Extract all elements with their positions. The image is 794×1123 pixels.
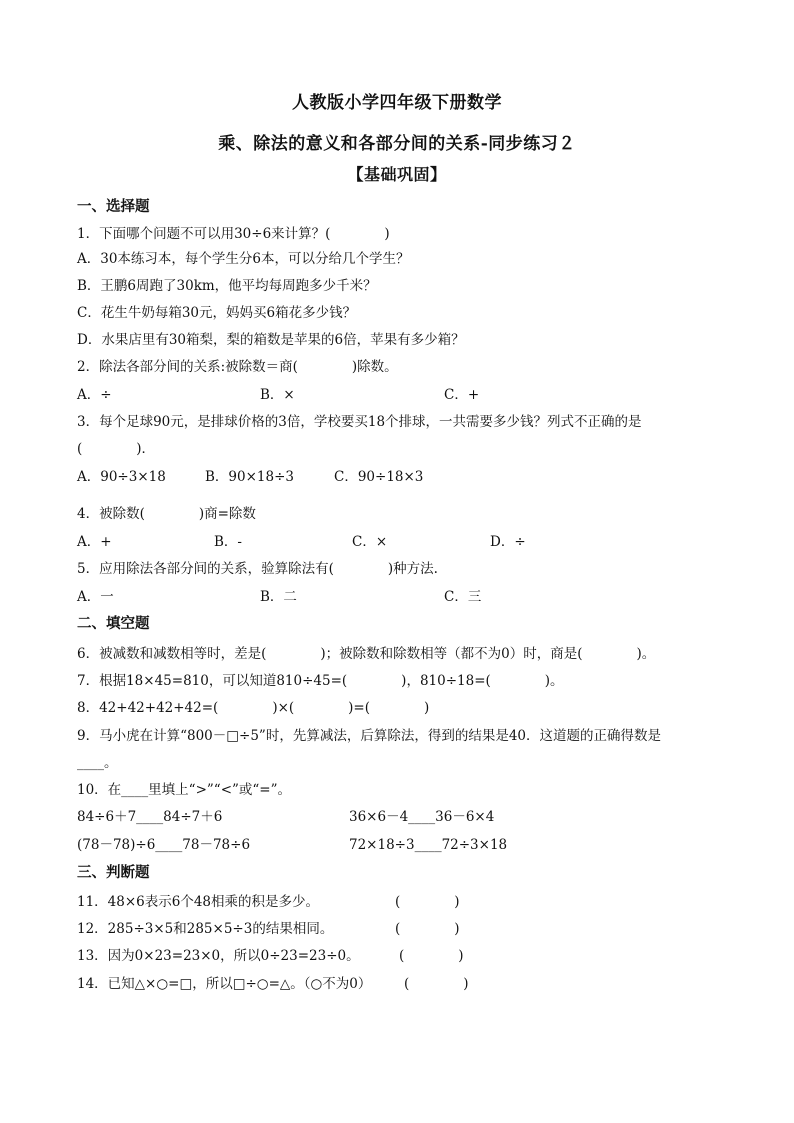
question-12-answer-parens: ( ) [395, 921, 460, 937]
question-3-option-b: B．90×18÷3 [205, 469, 294, 485]
question-1-option-a: A．30本练习本，每个学生分6本，可以分给几个学生？ [77, 251, 410, 267]
question-3-option-c: C．90÷18×3 [334, 469, 424, 485]
question-8: 8．42+42+42+42=( )×( )=( ) [77, 700, 430, 716]
question-2-stem: 2．除法各部分间的关系:被除数＝商( )除数。 [77, 359, 398, 375]
section-heading-choice: 一、选择题 [77, 198, 150, 215]
question-5-option-a: A．一 [77, 589, 114, 605]
question-2-option-b: B．× [260, 387, 295, 403]
question-10-item-2: 36×6－4____36－6×4 [349, 809, 495, 825]
question-6: 6．被减数和减数相等时，差是( )；被除数和除数相等（都不为0）时，商是( )。 [77, 646, 656, 662]
question-10-item-3: (78－78)÷6____78－78÷6 [77, 837, 251, 853]
question-3-option-a: A．90÷3×18 [77, 469, 166, 485]
question-1-stem: 1．下面哪个问题不可以用30÷6来计算？( ) [77, 226, 390, 242]
question-3-stem-cont: ( )． [77, 441, 156, 457]
question-1-option-b: B．王鹏6周跑了30km，他平均每周跑多少千米？ [77, 278, 377, 294]
question-7: 7．根据18×45=810，可以知道810÷45=( )，810÷18=( )。 [77, 673, 564, 689]
question-14: 14．已知△×○=□，所以□÷○=△。（○不为0） [77, 976, 372, 992]
question-2-option-a: A．÷ [77, 387, 112, 403]
question-4-stem: 4．被除数( )商=除数 [77, 506, 256, 522]
question-10-item-1: 84÷6＋7____84÷7＋6 [77, 809, 223, 825]
section-tag: 【基础巩固】 [347, 165, 447, 184]
question-4-option-c: C．× [352, 534, 388, 550]
question-1-option-d: D．水果店里有30箱梨，梨的箱数是苹果的6倍，苹果有多少箱？ [77, 332, 465, 348]
question-5-option-b: B．二 [260, 589, 297, 605]
question-1-option-c: C．花生牛奶每箱30元，妈妈买6箱花多少钱？ [77, 305, 357, 321]
question-14-answer-parens: ( ) [404, 976, 469, 992]
question-13: 13．因为0×23=23×0，所以0÷23=23÷0。 [77, 948, 360, 964]
question-4-option-a: A．+ [77, 534, 112, 550]
question-4-option-b: B．- [214, 534, 242, 550]
question-10: 10．在____里填上“>”“<”或“=”。 [77, 782, 292, 798]
question-9-answer-blank: ____。 [77, 755, 118, 771]
question-11: 11．48×6表示6个48相乘的积是多少。 [77, 894, 320, 910]
section-heading-fill: 二、填空题 [77, 615, 150, 632]
question-13-answer-parens: ( ) [399, 948, 464, 964]
question-2-option-c: C．+ [444, 387, 480, 403]
question-3-stem: 3．每个足球90元，是排球价格的3倍，学校要买18个排球，一共需要多少钱？列式不正确的是 [77, 414, 642, 430]
question-12: 12．285÷3×5和285×5÷3的结果相同。 [77, 921, 334, 937]
question-9: 9．马小虎在计算“800－□÷5”时，先算减法，后算除法，得到的结果是40．这道题的正确得数是 [77, 728, 661, 744]
question-11-answer-parens: ( ) [395, 894, 460, 910]
question-5-option-c: C．三 [444, 589, 482, 605]
section-heading-judge: 三、判断题 [77, 864, 150, 881]
page-title: 人教版小学四年级下册数学 [292, 93, 502, 113]
question-4-option-d: D．÷ [490, 534, 526, 550]
question-5-stem: 5．应用除法各部分间的关系，验算除法有( )种方法. [77, 561, 438, 577]
question-10-item-4: 72×18÷3____72÷3×18 [349, 837, 508, 853]
page-subtitle: 乘、除法的意义和各部分间的关系-同步练习２ [218, 134, 576, 154]
